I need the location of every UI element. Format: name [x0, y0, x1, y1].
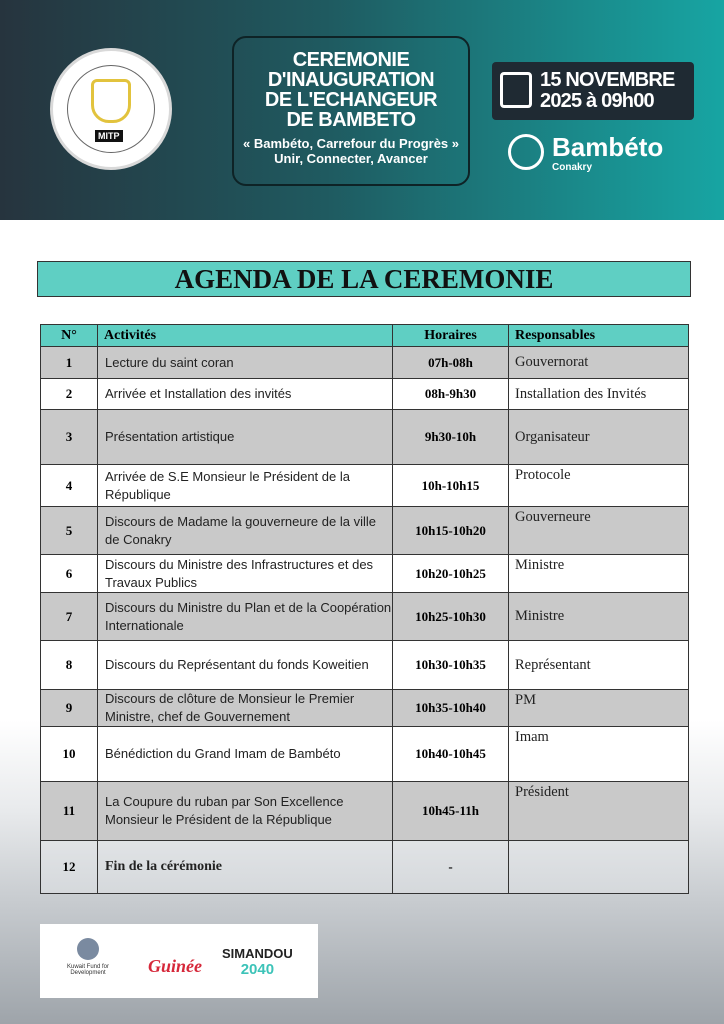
title-line: DE BAMBETO: [286, 109, 416, 131]
row-time: 10h25-10h30: [393, 593, 509, 641]
table-header-row: [41, 325, 689, 347]
table-row: [41, 379, 689, 410]
row-number: 2: [41, 379, 98, 410]
row-activity: La Coupure du ruban par Son Excellence Monsieur le Président de la République: [98, 782, 393, 841]
row-activity: Lecture du saint coran: [98, 347, 393, 379]
row-time: 08h-9h30: [393, 379, 509, 410]
location-name: Bambéto: [552, 132, 664, 162]
row-responsable: Ministre: [509, 593, 689, 641]
title-line: CEREMONIE: [292, 49, 410, 71]
partner-logos: [40, 924, 318, 998]
tagline: Unir, Connecter, Avancer: [274, 151, 428, 166]
row-time: 10h15-10h20: [393, 507, 509, 555]
date-line: 15 NOVEMBRE: [540, 69, 675, 91]
col-header-activities: Activités: [98, 325, 393, 347]
date-box: [492, 62, 694, 120]
row-number: 5: [41, 507, 98, 555]
row-responsable: Ministre: [509, 555, 689, 593]
row-activity: Bénédiction du Grand Imam de Bambéto: [98, 727, 393, 782]
row-responsable: Installation des Invités: [509, 379, 689, 410]
seal-badge: MITP: [95, 130, 123, 142]
row-responsable: Organisateur: [509, 410, 689, 465]
ministry-seal-logo: [50, 48, 172, 170]
row-time: 10h30-10h35: [393, 641, 509, 690]
row-number: 11: [41, 782, 98, 841]
col-header-responsables: Responsables: [509, 325, 689, 347]
table-row: [41, 507, 689, 555]
row-time: 10h40-10h45: [393, 727, 509, 782]
simandou-year: 2040: [240, 961, 275, 978]
table-row: [41, 465, 689, 507]
agenda-title: AGENDA DE LA CEREMONIE: [37, 261, 691, 297]
location-city: Conakry: [552, 162, 593, 173]
event-title-box: [232, 36, 470, 186]
event-title: [234, 50, 468, 130]
kuwait-fund-label: Kuwait Fund for Development: [66, 964, 110, 976]
col-header-times: Horaires: [393, 325, 509, 347]
table-row: [41, 347, 689, 379]
row-responsable: Imam: [509, 727, 689, 782]
row-time: 10h45-11h: [393, 782, 509, 841]
row-responsable: PM: [509, 690, 689, 727]
header-banner: [0, 0, 724, 220]
col-header-number: N°: [41, 325, 98, 347]
row-activity: Discours du Ministre des Infrastructures et des Travaux Publics: [98, 555, 393, 593]
row-time: 9h30-10h: [393, 410, 509, 465]
table-row: [41, 555, 689, 593]
row-time: 10h-10h15: [393, 465, 509, 507]
row-time: 10h20-10h25: [393, 555, 509, 593]
calendar-icon: [500, 72, 532, 108]
coat-of-arms-icon: [91, 79, 131, 123]
row-activity: Discours de clôture de Monsieur le Premier Ministre, chef de Gouvernement: [98, 690, 393, 727]
row-responsable: [509, 841, 689, 894]
table-row: [41, 410, 689, 465]
row-responsable: Protocole: [509, 465, 689, 507]
row-number: 4: [41, 465, 98, 507]
row-number: 10: [41, 727, 98, 782]
title-line: DE L'ECHANGEUR: [264, 89, 438, 111]
row-number: 6: [41, 555, 98, 593]
row-responsable: Président: [509, 782, 689, 841]
simandou-logo: [222, 946, 293, 978]
table-row: [41, 727, 689, 782]
row-activity: Arrivée et Installation des invités: [98, 379, 393, 410]
guinee-logo: Guinée: [148, 956, 202, 976]
row-time: 10h35-10h40: [393, 690, 509, 727]
row-time: -: [393, 841, 509, 894]
row-activity: Discours du Représentant du fonds Koweitien: [98, 641, 393, 690]
title-line: D'INAUGURATION: [267, 69, 435, 91]
row-activity: Présentation artistique: [98, 410, 393, 465]
row-responsable: Gouvernorat: [509, 347, 689, 379]
row-activity: Discours de Madame la gouverneure de la ville de Conakry: [98, 507, 393, 555]
row-number: 1: [41, 347, 98, 379]
row-activity: Fin de la cérémonie: [98, 841, 393, 894]
row-activity: Arrivée de S.E Monsieur le Président de la République: [98, 465, 393, 507]
row-number: 12: [41, 841, 98, 894]
kuwait-fund-logo: [60, 938, 116, 976]
table-row: [41, 690, 689, 727]
row-responsable: Gouverneure: [509, 507, 689, 555]
row-number: 8: [41, 641, 98, 690]
row-time: 07h-08h: [393, 347, 509, 379]
table-row: [41, 841, 689, 894]
agenda-table: [40, 324, 689, 894]
table-row: [41, 593, 689, 641]
time-line: 2025 à 09h00: [540, 90, 654, 112]
row-number: 7: [41, 593, 98, 641]
row-number: 9: [41, 690, 98, 727]
table-row: [41, 641, 689, 690]
table-row: [41, 782, 689, 841]
slogan: « Bambéto, Carrefour du Progrès »: [243, 136, 459, 151]
row-activity: Discours du Ministre du Plan et de la Coopération Internationale: [98, 593, 393, 641]
row-responsable: Représentant: [509, 641, 689, 690]
simandou-label: SIMANDOU: [222, 946, 293, 961]
row-number: 3: [41, 410, 98, 465]
location-pin-icon: [508, 134, 544, 170]
